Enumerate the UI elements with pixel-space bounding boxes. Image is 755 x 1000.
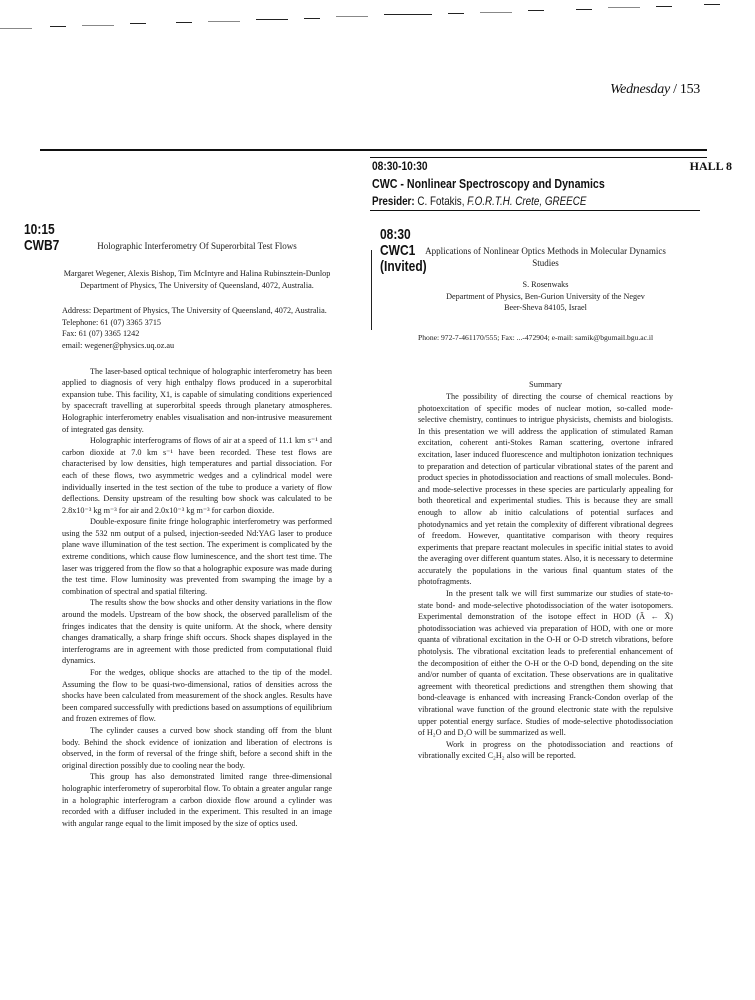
session-rule-lower bbox=[370, 210, 700, 211]
column-divider bbox=[371, 250, 372, 330]
right-abstract-authors: S. Rosenwaks bbox=[522, 280, 569, 289]
right-abstract-affiliation-2: Beer-Sheva 84105, Israel bbox=[504, 303, 587, 313]
right-abstract bbox=[418, 245, 673, 762]
left-paper-code-block bbox=[24, 222, 59, 254]
summary-heading: Summary bbox=[528, 379, 563, 390]
contact-address: Address: Department of Physics, The University of Queensland, 4072, Australia. bbox=[62, 306, 327, 316]
session-hall: HALL 8 bbox=[689, 159, 732, 173]
left-paragraph: The laser-based optical technique of holographic interferometry has been applied to diagnosis of very high enthalpy flows produced in a superorbital expansion tube. This facility, X1, is capable of simulating conditions experienced by spacecraft travelling at superorbital speeds through planetary atmospheres. Holographic interferometry enables visualisation and non-intrusive measurement of integrated gas density. bbox=[62, 366, 332, 434]
left-paragraph: This group has also demonstrated limited range three-dimensional holographic interferometry of superorbital flow. To obtain a greater angular range in a holographic interferogram a carbon dioxide flow around a cylinder was recorded with a diffuser included in the experiment. This resulted in an image with angular range equal to the limit imposed by the size of optics used. bbox=[62, 772, 332, 828]
right-abstract-contact: Phone: 972-7-461170/555; Fax: ...-472904; e-mail: samik@bgumail.bgu.ac.il bbox=[418, 332, 654, 342]
left-paragraph: The cylinder causes a curved bow shock standing off from the blunt body. Behind the shock evidence of ionization and liberation of electrons is observed, in the form of reversal of the fringe shift, before a second shift in the original direction possibly due to cooling near the body. bbox=[62, 725, 332, 770]
page-number: 153 bbox=[679, 82, 700, 97]
session-title: CWC - Nonlinear Spectroscopy and Dynamics bbox=[372, 176, 605, 191]
contact-email: email: wegener@physics.uq.oz.au bbox=[62, 340, 175, 350]
contact-fax: Fax: 61 (07) 3365 1242 bbox=[62, 329, 140, 339]
page-separator: / bbox=[669, 82, 680, 97]
right-paper-time: 08:30 bbox=[380, 226, 411, 243]
presider-name: C. Fotakis, bbox=[417, 194, 465, 208]
contact-telephone: Telephone: 61 (07) 3365 3715 bbox=[62, 317, 162, 327]
right-paper-code: CWC1 bbox=[380, 242, 416, 259]
left-paper-code: CWB7 bbox=[24, 237, 60, 254]
right-abstract-title: Applications of Nonlinear Optics Methods in Molecular Dynamics Studies bbox=[425, 246, 666, 268]
presider-label: Presider: bbox=[372, 194, 415, 208]
scan-artifact-dashes bbox=[0, 0, 755, 30]
page-day: Wednesday bbox=[610, 82, 670, 97]
session-presider bbox=[372, 194, 643, 208]
right-paragraph: Work in progress on the photodissociation and reactions of vibrationally excited C₂H₂ also will be reported. bbox=[418, 739, 673, 761]
left-abstract bbox=[62, 240, 332, 829]
right-paragraph: In the present talk we will first summarize our studies of state-to-state bond- and mode-selective photodissociation of the water isotopomers. Experimental demonstration of the isotope effect in HOD (Ã ← X̃) photodissociation was achieved via preparation of HOD, with one or more quanta of vibrational excitation in the O-H or O-D stretch vibrations, before photolysis. The vibrational excitation leads to preferential enhancement of the decomposition of either the O-H or the O-D bond, depending on the site and/or number of quanta of excitation. These observations are in qualitative agreement with theoretical predictions and strengthen them showing that bond-cleavage is enhanced with increasing Franck-Condon overlap of the vibrational wave function of the ground electronic state with the repulsive upper potential energy surface. Studies of mode-selective photodissociation of H₂O and D₂O will be summarized as well. bbox=[418, 589, 673, 738]
session-header bbox=[372, 153, 732, 208]
page-header bbox=[610, 82, 700, 98]
left-abstract-authors: Margaret Wegener, Alexis Bishop, Tim McIntyre and Halina Rubinsztein-Dunlop bbox=[63, 269, 331, 278]
left-abstract-affiliation: Department of Physics, The University of Queensland, 4072, Australia. bbox=[80, 280, 314, 290]
right-abstract-body bbox=[418, 391, 673, 762]
left-abstract-title: Holographic Interferometry Of Superorbital Test Flows bbox=[97, 241, 297, 251]
left-paragraph: The results show the bow shocks and other density variations in the flow around the models. Upstream of the bow shock, the observed parallelism of the fringes indicates that the density is quite uniform. At the shock, where density changes dramatically, a sharp fringe shift occurs. Shock shapes displayed in the interferograms are in agreement with those predicted from computational fluid dynamics. bbox=[62, 598, 332, 666]
left-abstract-body bbox=[62, 366, 332, 830]
presider-affiliation: F.O.R.T.H. Crete, GREECE bbox=[467, 194, 587, 208]
header-rule-top bbox=[40, 149, 707, 151]
left-paragraph: For the wedges, oblique shocks are attached to the tip of the model. Assuming the flow to be quasi-two-dimensional, ratios of densities across the shocks have been calculated from measurement of the shock angles. Results have been compared successfully with predictions based on assumptions of equilibrium and frozen extremes of flow. bbox=[62, 668, 332, 724]
right-paragraph: The possibility of directing the course of chemical reactions by photoexcitation of specific modes of nuclear motion, so-called mode-selective chemistry, continues to intrigue physicists, chemists and biologists. In this presentation we will address the application of stimulated Raman excitation, coherent anti-Stokes Raman scattering, overtone infrared excitation, laser induced fluorescence and multiphoton ionization techniques to preparation and detection of particular vibrational states of the parent and product species in photodissociation and reactions of small molecules. Bond- and mode-selective processes in these species are particularly appealing for both theoretical and experimental studies. This is because they are small enough to allow ab initio calculations of potential surfaces and photodynamics and yet retain the complexity of different vibrational degrees of freedom. However, quantitative comparison with theory requires experiments that prepare reactant molecules in specific initial states to avoid the averaging over different quantum states. Also, it is necessary to determine accurately the populations in the various final quantum states of the photofragments. bbox=[418, 391, 673, 587]
left-paper-time: 10:15 bbox=[24, 221, 55, 238]
session-time: 08:30-10:30 bbox=[372, 159, 428, 173]
left-abstract-contact bbox=[62, 305, 332, 351]
left-paragraph: Double-exposure finite fringe holographic interferometry was performed using the 532 nm output of a pulsed, injection-seeded Nd:YAG laser to produce plane wave illumination of the test section. The experiment is complicated by the extreme conditions, which cause flow luminescence, and the short test time. The laser was triggered from the flow so that a holographic exposure was made during the test time. Flow luminosity was prevented from swamping the image by a combination of spectral and spatial filtering. bbox=[62, 517, 332, 596]
left-paragraph: Holographic interferograms of flows of air at a speed of 11.1 km s⁻¹ and carbon dioxide at 7.0 km s⁻¹ have been recorded. These test flows are characterised by low densities, high temperatures and partial dissociation. For each of these flows, two asymmetric wedges and a cylindrical model were individually inserted in the test section of the tube to produce a variety of flow deflections. Density upstream of the resulting bow shock was calculated to be 2.8x10⁻³ kg m⁻³ for air and 2.0x10⁻³ kg m⁻³ for carbon dioxide. bbox=[62, 436, 332, 515]
right-paper-note: (Invited) bbox=[380, 258, 427, 275]
right-abstract-affiliation-1: Department of Physics, Ben-Gurion University of the Negev bbox=[446, 291, 645, 301]
